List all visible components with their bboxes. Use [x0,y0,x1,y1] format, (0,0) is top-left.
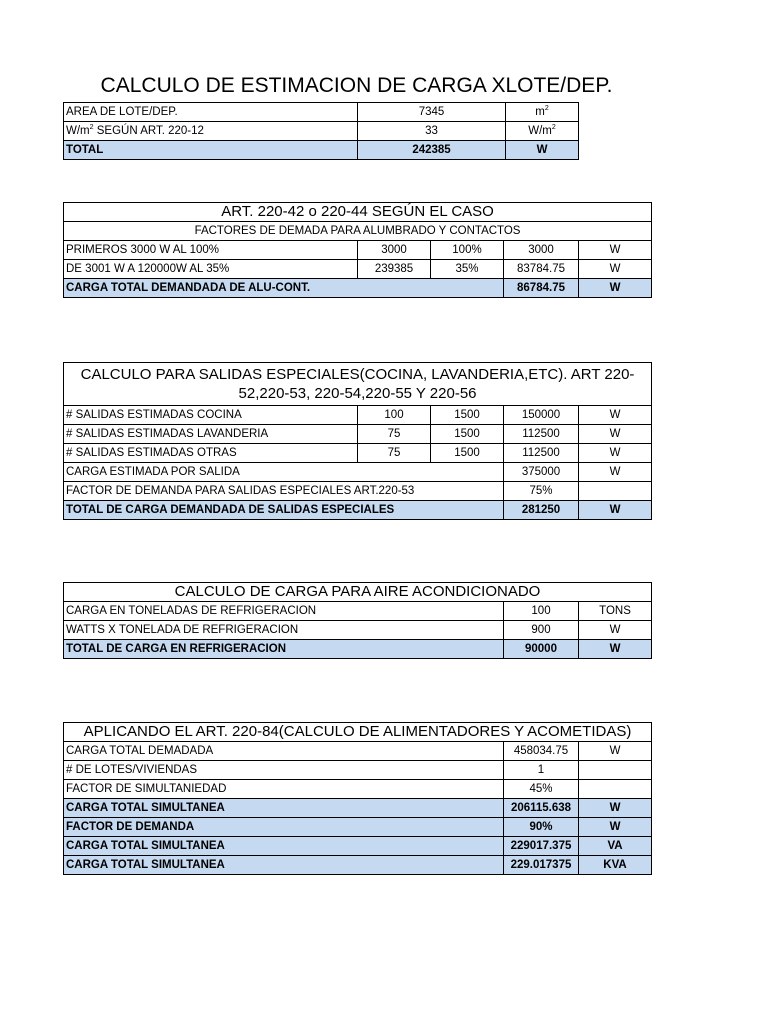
row-watts: 1500 [431,444,504,463]
section-subheader [64,222,652,241]
row-result: 112500 [504,444,579,463]
total-row [64,640,652,659]
row-unit: W [579,621,652,640]
total-unit: W [506,141,579,160]
row-value: 7345 [358,103,506,122]
row-label: PRIMEROS 3000 W AL 100% [64,241,358,260]
total-row [64,501,652,520]
total-value: 206115.638 [504,799,579,818]
total-row [64,837,652,856]
total-unit: W [579,501,652,520]
total-unit: VA [579,837,652,856]
section-header [64,363,652,406]
row-unit: TONS [579,602,652,621]
row-value: 458034.75 [504,742,579,761]
total-label: FACTOR DE DEMANDA [64,818,504,837]
row-result: 75% [504,482,579,501]
total-unit: W [579,279,652,298]
table-row [64,103,579,122]
row-label: WATTS X TONELADA DE REFRIGERACION [64,621,504,640]
row-value: 45% [504,780,579,799]
row-unit [579,482,652,501]
row-label: # DE LOTES/VIVIENDAS [64,761,504,780]
row-result: 3000 [504,241,579,260]
total-unit: W [579,640,652,659]
row-unit: W [579,406,652,425]
row-unit [579,761,652,780]
row-label: DE 3001 W A 120000W AL 35% [64,260,358,279]
table-row [64,463,652,482]
total-label: TOTAL [64,141,358,160]
page-title: CALCULO DE ESTIMACION DE CARGA XLOTE/DEP. [100,74,613,97]
section-subtitle: FACTORES DE DEMADA PARA ALUMBRADO Y CONTACTOS [64,222,652,241]
row-label: CARGA EN TONELADAS DE REFRIGERACION [64,602,504,621]
total-value: 281250 [504,501,579,520]
total-value: 229017.375 [504,837,579,856]
row-label: # SALIDAS ESTIMADAS OTRAS [64,444,358,463]
row-unit: $m^2$ [506,103,579,122]
row-unit: $W/m^2$ [506,122,579,141]
total-unit: W [579,818,652,837]
salidas-table [63,362,652,520]
total-unit: W [579,799,652,818]
alimentadores-table [63,722,652,875]
table-row [64,621,652,640]
section-title: ART. 220-42 o 220-44 SEGÚN EL CASO [64,203,652,222]
row-label: AREA DE LOTE/DEP. [64,103,358,122]
row-value: 33 [358,122,506,141]
row-unit: W [579,742,652,761]
section-header [64,583,652,602]
lote-table [63,102,579,160]
total-unit: KVA [579,856,652,875]
table-row [64,761,652,780]
section-title: CALCULO PARA SALIDAS ESPECIALES(COCINA, LAVANDERIA,ETC). ART 220-52,220-53, 220-54,220-55 Y 220-56 [64,363,652,406]
table-row [64,602,652,621]
section-title: APLICANDO EL ART. 220-84(CALCULO DE ALIMENTADORES Y ACOMETIDAS) [64,723,652,742]
row-count: 75 [358,425,431,444]
total-row [64,279,652,298]
row-unit: W [579,260,652,279]
row-result: 150000 [504,406,579,425]
row-label: FACTOR DE DEMANDA PARA SALIDAS ESPECIALES ART.220-53 [64,482,504,501]
total-row [64,799,652,818]
row-value: 3000 [358,241,431,260]
table-row [64,444,652,463]
row-result: 112500 [504,425,579,444]
total-label: CARGA TOTAL DEMANDADA DE ALU-CONT. [64,279,504,298]
row-watts: 1500 [431,406,504,425]
row-label: FACTOR DE SIMULTANIEDAD [64,780,504,799]
total-value: 90000 [504,640,579,659]
row-percent: 35% [431,260,504,279]
total-row [64,818,652,837]
table-row [64,406,652,425]
total-label: TOTAL DE CARGA EN REFRIGERACION [64,640,504,659]
total-value: 86784.75 [504,279,579,298]
total-value: 90% [504,818,579,837]
row-value: 1 [504,761,579,780]
row-result: 83784.75 [504,260,579,279]
row-unit: W [579,241,652,260]
total-label: CARGA TOTAL SIMULTANEA [64,837,504,856]
row-label: CARGA TOTAL DEMADADA [64,742,504,761]
table-row [64,780,652,799]
table-row [64,122,579,141]
total-row [64,856,652,875]
table-row [64,425,652,444]
total-label: CARGA TOTAL SIMULTANEA [64,856,504,875]
table-row [64,241,652,260]
row-count: 100 [358,406,431,425]
row-label: $W/m^2$ SEGÚN ART. 220-12 [64,122,358,141]
table-row [64,742,652,761]
total-label: CARGA TOTAL SIMULTANEA [64,799,504,818]
row-value: 100 [504,602,579,621]
section-header [64,203,652,222]
row-label: # SALIDAS ESTIMADAS LAVANDERIA [64,425,358,444]
row-unit: W [579,425,652,444]
total-value: 242385 [358,141,506,160]
row-label: CARGA ESTIMADA POR SALIDA [64,463,504,482]
total-row [64,141,579,160]
row-count: 75 [358,444,431,463]
section-title: CALCULO DE CARGA PARA AIRE ACONDICIONADO [64,583,652,602]
row-value: 900 [504,621,579,640]
alumbrado-table [63,202,652,298]
row-unit [579,780,652,799]
section-header [64,723,652,742]
row-label: # SALIDAS ESTIMADAS COCINA [64,406,358,425]
total-value: 229.017375 [504,856,579,875]
row-value: 239385 [358,260,431,279]
aire-table [63,582,652,659]
row-unit: W [579,463,652,482]
row-result: 375000 [504,463,579,482]
total-label: TOTAL DE CARGA DEMANDADA DE SALIDAS ESPECIALES [64,501,504,520]
row-unit: W [579,444,652,463]
row-watts: 1500 [431,425,504,444]
table-row [64,482,652,501]
table-row [64,260,652,279]
row-percent: 100% [431,241,504,260]
